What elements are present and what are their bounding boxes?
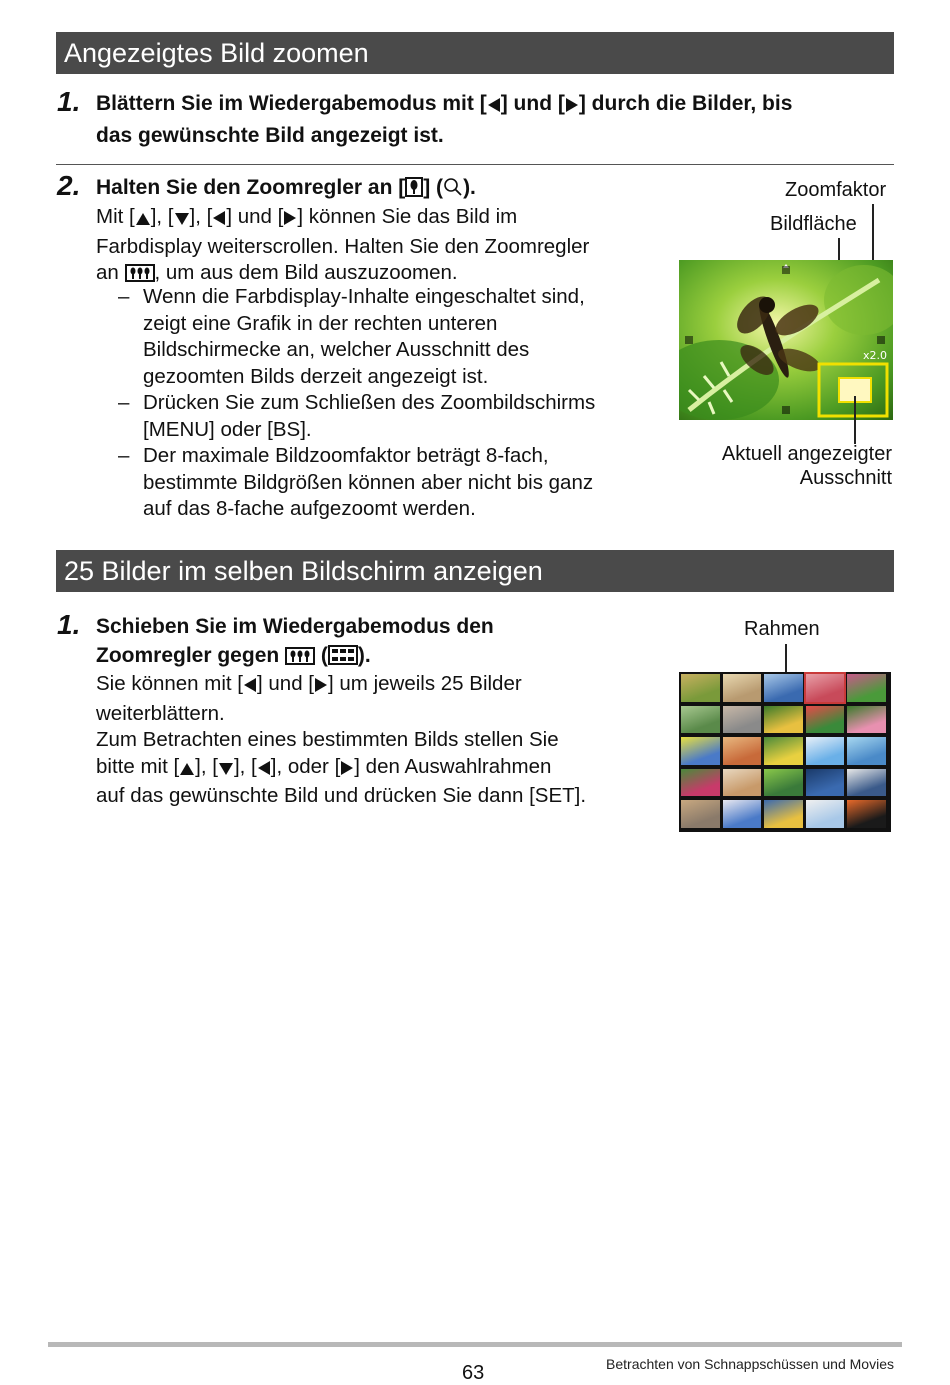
text: ] und [ [257,672,314,695]
right-triangle-icon [283,207,297,234]
thumbnail [681,769,720,797]
thumbnail [806,706,845,734]
page-number: 63 [462,1362,485,1384]
thumbnail [764,769,803,797]
step-body [96,204,589,290]
thumbnail [723,800,762,828]
text: Zoomregler gegen [96,644,286,667]
text: Blättern Sie im Wiedergabemodus mit [ [96,92,487,115]
text: ] können Sie das Bild im [297,205,518,228]
thumbnail [681,706,720,734]
right-triangle-icon [565,92,579,121]
callout-line-ausschnitt [854,396,856,444]
thumbnail [681,800,720,828]
step-heading [96,89,792,150]
text: ], [ [150,205,174,228]
thumbnail-grid [679,672,891,832]
thumbnail [806,737,845,765]
zoom-tele-icon [405,176,423,205]
text: auf das gewünschte Bild und drücken Sie dann [SET]. [96,784,587,807]
text: Mit [ [96,205,135,228]
thumbnail [847,769,886,797]
text: ], [ [233,754,257,778]
thumbnail [764,737,803,765]
thumbnail [723,706,762,734]
text: Halten Sie den Zoomregler an [ [96,176,406,199]
text: ] ( [423,176,444,199]
section-title-zoom: Angezeigtes Bild zoomen [56,32,894,74]
up-triangle-icon [135,207,151,234]
left-triangle-icon [243,674,257,701]
zoom-wide-icon [285,644,315,673]
text: Schieben Sie im Wiedergabemodus den [96,615,494,638]
thumbnail [764,674,803,702]
zoomed-photo [679,260,893,420]
section-title-grid: 25 Bilder im selben Bildschirm anzeigen [56,550,894,592]
grid-view-icon [328,644,358,673]
thumbnail [723,737,762,765]
thumbnail [681,737,720,765]
text: ( [315,644,328,667]
down-triangle-icon [174,207,190,234]
text: Zum Betrachten eines bestimmten Bilds stellen Sie [96,728,559,751]
step-heading [96,173,476,205]
text: weiterblättern. [96,701,225,725]
callout-line-rahmen [785,644,787,672]
zoom-value-label: x2.0 [863,349,888,362]
step-number: 2. [57,170,81,201]
callout-ausschnitt: Aktuell angezeigter Ausschnitt [721,443,892,489]
text: ], [ [195,754,218,778]
text: an [96,261,125,284]
callout-rahmen: Rahmen [744,618,820,640]
text: ], [ [189,205,213,228]
text: Sie können mit [ [96,672,243,695]
chapter-title: Betrachten von Schnappschüssen und Movies [606,1356,894,1372]
thumbnail [723,674,762,702]
left-triangle-icon [257,757,271,784]
magnifier-icon [443,176,463,205]
text: ] den Auswahlrahmen [354,754,552,778]
text: ] und [ [226,205,284,228]
text: ], oder [ [270,754,341,778]
bullet-dash: – [118,444,130,467]
step-heading [96,612,494,673]
step-body [96,671,586,810]
thumbnail [847,706,886,734]
thumbnail [764,706,803,734]
footer-rule [48,1342,902,1347]
divider [56,164,894,165]
right-triangle-icon [340,757,354,784]
callout-bildflaeche: Bildfläche [770,213,857,235]
left-triangle-icon [212,207,226,234]
thumbnail [847,800,886,828]
step-number: 1. [57,86,81,117]
text: ). [357,644,371,667]
thumbnail [723,769,762,797]
bullet-dash: – [118,285,130,308]
text: ). [463,176,476,199]
text: Farbdisplay weiterscrollen. Halten Sie den Zoomregler [96,234,590,258]
up-triangle-icon [179,757,195,784]
left-triangle-icon [487,92,501,121]
thumbnail [847,737,886,765]
text: , um aus dem Bild auszuzoomen. [154,261,458,284]
text: bitte mit [ [96,754,180,778]
right-triangle-icon [314,674,328,701]
bullet-text: Wenn die Farbdisplay-Inhalte eingeschaltet sind, zeigt eine Grafik in der rechten unteren Bildschirmecke an, welcher Ausschnitt des gezoomten Bilds derzeit angezeigt ist. [143,285,585,388]
text: ] durch die Bilder, bis [578,92,793,115]
down-triangle-icon [218,757,234,784]
thumbnail [806,674,845,702]
thumbnail [806,769,845,797]
bullet-text: Der maximale Bildzoomfaktor beträgt 8-fach, bestimmte Bildgrößen können aber nicht bis ganz auf das 8-fache aufgezoomt werden. [143,444,594,520]
thumbnail [806,800,845,828]
text: ] und [ [500,92,565,115]
step-number: 1. [57,609,81,640]
thumbnail [764,800,803,828]
bullet-text: Drücken Sie zum Schließen des Zoombildschirms [MENU] oder [BS]. [143,391,596,441]
text: das gewünschte Bild angezeigt ist. [96,124,444,147]
thumbnail [847,674,886,702]
dragonfly-image [679,260,893,420]
text: ] um jeweils 25 Bilder [328,672,522,695]
thumbnail [681,674,720,702]
callout-zoomfaktor: Zoomfaktor [785,179,887,201]
bullet-dash: – [118,391,130,414]
